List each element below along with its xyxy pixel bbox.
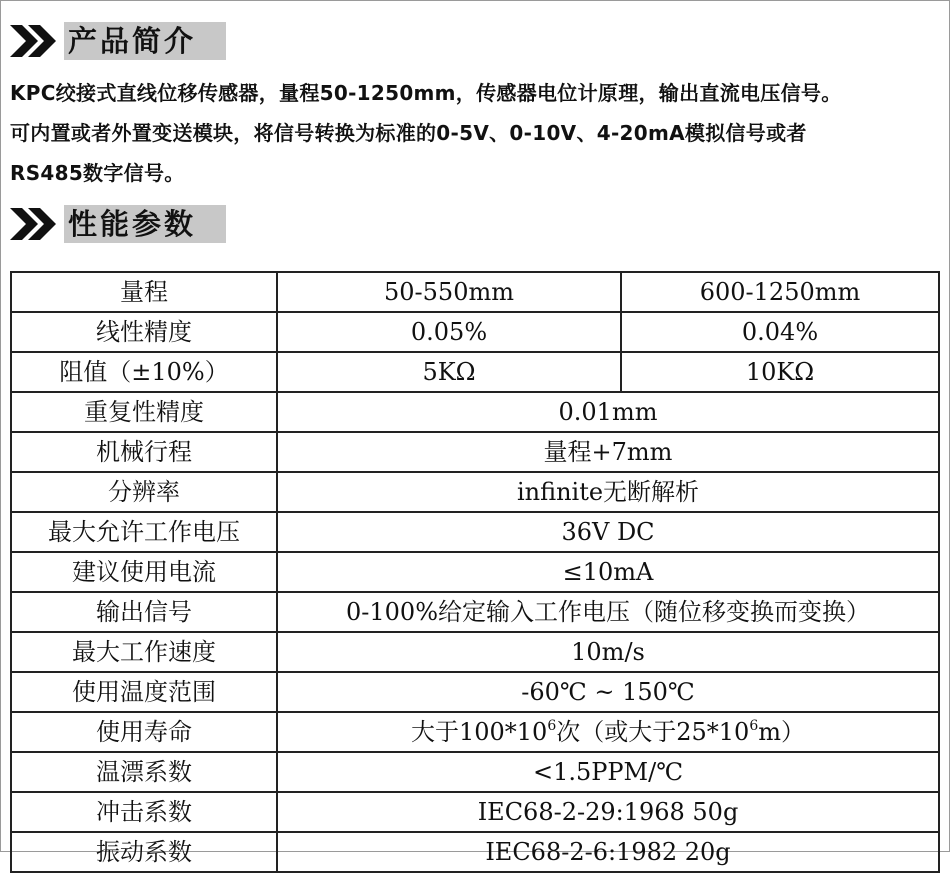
spec-value: -60℃ ~ 150℃ (277, 672, 939, 712)
spec-label: 阻值（±10%） (11, 352, 277, 392)
table-row (11, 592, 939, 632)
spec-label: 建议使用电流 (11, 552, 277, 592)
spec-label: 机械行程 (11, 432, 277, 472)
double-chevron-right-icon (8, 205, 64, 243)
table-row (11, 552, 939, 592)
life-part-2: 次（或大于25*10 (556, 718, 750, 746)
table-row (11, 312, 939, 352)
table-row (11, 832, 939, 872)
spec-value: 600-1250mm (621, 272, 939, 312)
spec-label: 最大允许工作电压 (11, 512, 277, 552)
specs-table (10, 271, 940, 873)
spec-value: 0.05% (277, 312, 621, 352)
spec-value: 量程+7mm (277, 432, 939, 472)
spec-value: IEC68-2-29:1968 50g (277, 792, 939, 832)
intro-line-3: RS485数字信号。 (10, 161, 185, 185)
spec-value: 5KΩ (277, 352, 621, 392)
spec-value: 36V DC (277, 512, 939, 552)
spec-label: 振动系数 (11, 832, 277, 872)
life-part-3: m） (758, 718, 806, 746)
table-row (11, 392, 939, 432)
spec-label: 冲击系数 (11, 792, 277, 832)
spec-label: 使用温度范围 (11, 672, 277, 712)
life-part-1: 大于100*10 (410, 718, 548, 746)
spec-value: 0.01mm (277, 392, 939, 432)
spec-value: infinite无断解析 (277, 472, 939, 512)
table-row (11, 512, 939, 552)
spec-label: 最大工作速度 (11, 632, 277, 672)
table-row (11, 672, 939, 712)
spec-label: 输出信号 (11, 592, 277, 632)
spec-value: 10m/s (277, 632, 939, 672)
spec-value: ≤10mA (277, 552, 939, 592)
table-row (11, 792, 939, 832)
spec-label: 温漂系数 (11, 752, 277, 792)
table-row (11, 352, 939, 392)
table-row (11, 712, 939, 752)
intro-line-1: KPC绞接式直线位移传感器，量程50-1250mm，传感器电位计原理，输出直流电压信号。 (10, 81, 842, 105)
spec-label: 线性精度 (11, 312, 277, 352)
table-row (11, 472, 939, 512)
intro-section-title: 产品简介 (68, 24, 197, 58)
spec-value: 10KΩ (621, 352, 939, 392)
spec-value: 0.04% (621, 312, 939, 352)
table-row (11, 432, 939, 472)
table-row (11, 632, 939, 672)
spec-label: 使用寿命 (11, 712, 277, 752)
spec-value: 0-100%给定输入工作电压（随位移变换而变换） (277, 592, 939, 632)
spec-label: 重复性精度 (11, 392, 277, 432)
intro-section-header (8, 22, 226, 60)
table-row (11, 752, 939, 792)
life-exponent-2: 6 (749, 718, 759, 734)
intro-paragraph (10, 73, 946, 193)
spec-label: 量程 (11, 272, 277, 312)
table-row (11, 272, 939, 312)
spec-value: IEC68-2-6:1982 20g (277, 832, 939, 872)
life-exponent-1: 6 (547, 718, 557, 734)
specs-section-title: 性能参数 (68, 207, 197, 241)
spec-label: 分辨率 (11, 472, 277, 512)
spec-value-life (277, 712, 939, 752)
specs-section-header (8, 205, 226, 243)
spec-value: 50-550mm (277, 272, 621, 312)
spec-value: <1.5PPM/℃ (277, 752, 939, 792)
double-chevron-right-icon (8, 22, 64, 60)
intro-line-2: 可内置或者外置变送模块，将信号转换为标准的0-5V、0-10V、4-20mA模拟信号或者 (10, 121, 807, 145)
